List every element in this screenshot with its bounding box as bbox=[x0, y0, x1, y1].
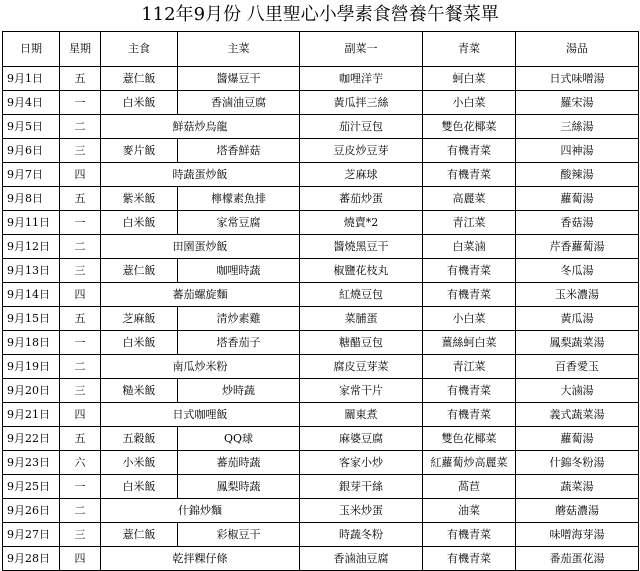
main-dish-cell: 香滷油豆腐 bbox=[178, 91, 300, 115]
header-vegetable: 青菜 bbox=[423, 32, 516, 67]
vegetable-cell: 薑絲蚵白菜 bbox=[423, 331, 516, 355]
table-row bbox=[3, 475, 639, 499]
vegetable-cell: 青江菜 bbox=[423, 211, 516, 235]
side-dish-cell: 麻婆豆腐 bbox=[300, 427, 423, 451]
side-dish-cell: 燒賣*2 bbox=[300, 211, 423, 235]
soup-cell: 蘿蔔湯 bbox=[516, 187, 639, 211]
staple-cell: 白米飯 bbox=[101, 331, 178, 355]
main-dish-cell: 塔香茄子 bbox=[178, 331, 300, 355]
date-cell: 9月28日 bbox=[3, 547, 60, 571]
combined-meal-cell: 田園蛋炒飯 bbox=[101, 235, 300, 259]
header-weekday: 星期 bbox=[60, 32, 101, 67]
vegetable-cell: 有機青菜 bbox=[423, 283, 516, 307]
header-staple: 主食 bbox=[101, 32, 178, 67]
table-row bbox=[3, 427, 639, 451]
table-row bbox=[3, 115, 639, 139]
vegetable-cell: 青江菜 bbox=[423, 355, 516, 379]
table-row bbox=[3, 211, 639, 235]
date-cell: 9月20日 bbox=[3, 379, 60, 403]
table-row bbox=[3, 547, 639, 571]
date-cell: 9月1日 bbox=[3, 67, 60, 91]
main-dish-cell: 醬爆豆干 bbox=[178, 67, 300, 91]
weekday-cell: 五 bbox=[60, 307, 101, 331]
soup-cell: 三絲湯 bbox=[516, 115, 639, 139]
main-dish-cell: QQ球 bbox=[178, 427, 300, 451]
soup-cell: 蔬菜湯 bbox=[516, 475, 639, 499]
side-dish-cell: 紅燒豆包 bbox=[300, 283, 423, 307]
side-dish-cell: 玉米炒蛋 bbox=[300, 499, 423, 523]
combined-meal-cell: 時蔬蛋炒飯 bbox=[101, 163, 300, 187]
combined-meal-cell: 乾拌粿仔條 bbox=[101, 547, 300, 571]
weekday-cell: 三 bbox=[60, 379, 101, 403]
date-cell: 9月21日 bbox=[3, 403, 60, 427]
date-cell: 9月18日 bbox=[3, 331, 60, 355]
side-dish-cell: 豆皮炒豆芽 bbox=[300, 139, 423, 163]
weekday-cell: 五 bbox=[60, 187, 101, 211]
weekday-cell: 一 bbox=[60, 331, 101, 355]
date-cell: 9月25日 bbox=[3, 475, 60, 499]
date-cell: 9月4日 bbox=[3, 91, 60, 115]
weekday-cell: 二 bbox=[60, 499, 101, 523]
weekday-cell: 四 bbox=[60, 283, 101, 307]
main-dish-cell: 清炒素雞 bbox=[178, 307, 300, 331]
staple-cell: 薏仁飯 bbox=[101, 259, 178, 283]
staple-cell: 糙米飯 bbox=[101, 379, 178, 403]
vegetable-cell: 小白菜 bbox=[423, 91, 516, 115]
main-dish-cell: 彩椒豆干 bbox=[178, 523, 300, 547]
soup-cell: 芹香蘿蔔湯 bbox=[516, 235, 639, 259]
combined-meal-cell: 日式咖哩飯 bbox=[101, 403, 300, 427]
soup-cell: 味噌海芽湯 bbox=[516, 523, 639, 547]
main-dish-cell: 蕃茄時蔬 bbox=[178, 451, 300, 475]
date-cell: 9月6日 bbox=[3, 139, 60, 163]
staple-cell: 芝麻飯 bbox=[101, 307, 178, 331]
table-row bbox=[3, 355, 639, 379]
vegetable-cell: 白菜滷 bbox=[423, 235, 516, 259]
menu-title: 112年9月份 八里聖心小學素食營養午餐菜單 bbox=[141, 4, 499, 25]
weekday-cell: 一 bbox=[60, 91, 101, 115]
vegetable-cell: 雙色花椰菜 bbox=[423, 427, 516, 451]
vegetable-cell: 有機青菜 bbox=[423, 163, 516, 187]
side-dish-cell: 香滷油豆腐 bbox=[300, 547, 423, 571]
weekday-cell: 四 bbox=[60, 403, 101, 427]
weekday-cell: 三 bbox=[60, 139, 101, 163]
table-row bbox=[3, 91, 639, 115]
table-row bbox=[3, 163, 639, 187]
vegetable-cell: 有機青菜 bbox=[423, 139, 516, 163]
table-row bbox=[3, 187, 639, 211]
header-soup: 湯品 bbox=[516, 32, 639, 67]
date-cell: 9月8日 bbox=[3, 187, 60, 211]
vegetable-cell: 有機青菜 bbox=[423, 523, 516, 547]
weekday-cell: 三 bbox=[60, 259, 101, 283]
vegetable-cell: 紅蘿蔔炒高麗菜 bbox=[423, 451, 516, 475]
date-cell: 9月26日 bbox=[3, 499, 60, 523]
main-dish-cell: 咖哩時蔬 bbox=[178, 259, 300, 283]
table-row bbox=[3, 499, 639, 523]
weekday-cell: 三 bbox=[60, 523, 101, 547]
main-dish-cell: 炒時蔬 bbox=[178, 379, 300, 403]
vegetable-cell: 萵苣 bbox=[423, 475, 516, 499]
weekday-cell: 二 bbox=[60, 235, 101, 259]
staple-cell: 白米飯 bbox=[101, 211, 178, 235]
side-dish-cell: 椒鹽花枝丸 bbox=[300, 259, 423, 283]
combined-meal-cell: 蕃茄螺旋麵 bbox=[101, 283, 300, 307]
staple-cell: 薏仁飯 bbox=[101, 67, 178, 91]
vegetable-cell: 有機青菜 bbox=[423, 403, 516, 427]
combined-meal-cell: 鮮菇炒烏龍 bbox=[101, 115, 300, 139]
vegetable-cell: 有機青菜 bbox=[423, 259, 516, 283]
table-row bbox=[3, 283, 639, 307]
table-row bbox=[3, 379, 639, 403]
soup-cell: 冬瓜湯 bbox=[516, 259, 639, 283]
side-dish-cell: 關東煮 bbox=[300, 403, 423, 427]
date-cell: 9月14日 bbox=[3, 283, 60, 307]
soup-cell: 黃瓜湯 bbox=[516, 307, 639, 331]
vegetable-cell: 有機青菜 bbox=[423, 379, 516, 403]
staple-cell: 五穀飯 bbox=[101, 427, 178, 451]
table-row bbox=[3, 67, 639, 91]
side-dish-cell: 黃瓜拌三絲 bbox=[300, 91, 423, 115]
combined-meal-cell: 南瓜炒米粉 bbox=[101, 355, 300, 379]
weekday-cell: 二 bbox=[60, 115, 101, 139]
weekday-cell: 六 bbox=[60, 451, 101, 475]
vegetable-cell: 高麗菜 bbox=[423, 187, 516, 211]
staple-cell: 小米飯 bbox=[101, 451, 178, 475]
weekday-cell: 二 bbox=[60, 355, 101, 379]
staple-cell: 薏仁飯 bbox=[101, 523, 178, 547]
menu-body bbox=[3, 67, 639, 571]
soup-cell: 番茄蛋花湯 bbox=[516, 547, 639, 571]
main-dish-cell: 鳳梨時蔬 bbox=[178, 475, 300, 499]
weekday-cell: 四 bbox=[60, 547, 101, 571]
header-row bbox=[3, 32, 639, 67]
date-cell: 9月13日 bbox=[3, 259, 60, 283]
table-row bbox=[3, 403, 639, 427]
side-dish-cell: 客家小炒 bbox=[300, 451, 423, 475]
soup-cell: 玉米濃湯 bbox=[516, 283, 639, 307]
combined-meal-cell: 什錦炒麵 bbox=[101, 499, 300, 523]
side-dish-cell: 芝麻球 bbox=[300, 163, 423, 187]
weekday-cell: 五 bbox=[60, 67, 101, 91]
weekday-cell: 一 bbox=[60, 475, 101, 499]
vegetable-cell: 蚵白菜 bbox=[423, 67, 516, 91]
side-dish-cell: 糖醋豆包 bbox=[300, 331, 423, 355]
date-cell: 9月22日 bbox=[3, 427, 60, 451]
vegetable-cell: 油菜 bbox=[423, 499, 516, 523]
vegetable-cell: 小白菜 bbox=[423, 307, 516, 331]
soup-cell: 百香愛玉 bbox=[516, 355, 639, 379]
soup-cell: 蘑菇濃湯 bbox=[516, 499, 639, 523]
soup-cell: 四神湯 bbox=[516, 139, 639, 163]
date-cell: 9月15日 bbox=[3, 307, 60, 331]
main-dish-cell: 檸檬素魚排 bbox=[178, 187, 300, 211]
staple-cell: 白米飯 bbox=[101, 91, 178, 115]
vegetable-cell: 雙色花椰菜 bbox=[423, 115, 516, 139]
weekday-cell: 一 bbox=[60, 211, 101, 235]
table-row bbox=[3, 451, 639, 475]
side-dish-cell: 銀芽干絲 bbox=[300, 475, 423, 499]
soup-cell: 酸辣湯 bbox=[516, 163, 639, 187]
date-cell: 9月19日 bbox=[3, 355, 60, 379]
side-dish-cell: 家常干片 bbox=[300, 379, 423, 403]
side-dish-cell: 醬燒黑豆干 bbox=[300, 235, 423, 259]
header-side-dish: 副菜一 bbox=[300, 32, 423, 67]
weekday-cell: 四 bbox=[60, 163, 101, 187]
table-row bbox=[3, 331, 639, 355]
soup-cell: 香菇湯 bbox=[516, 211, 639, 235]
staple-cell: 紫米飯 bbox=[101, 187, 178, 211]
soup-cell: 蘿蔔湯 bbox=[516, 427, 639, 451]
table-row bbox=[3, 139, 639, 163]
soup-cell: 大滷湯 bbox=[516, 379, 639, 403]
date-cell: 9月11日 bbox=[3, 211, 60, 235]
side-dish-cell: 腐皮豆芽菜 bbox=[300, 355, 423, 379]
side-dish-cell: 蕃茄炒蛋 bbox=[300, 187, 423, 211]
table-row bbox=[3, 259, 639, 283]
soup-cell: 鳳梨蔬菜湯 bbox=[516, 331, 639, 355]
main-dish-cell: 家常豆腐 bbox=[178, 211, 300, 235]
weekday-cell: 五 bbox=[60, 427, 101, 451]
soup-cell: 義式蔬菜湯 bbox=[516, 403, 639, 427]
soup-cell: 日式味噌湯 bbox=[516, 67, 639, 91]
table-row bbox=[3, 307, 639, 331]
date-cell: 9月23日 bbox=[3, 451, 60, 475]
staple-cell: 白米飯 bbox=[101, 475, 178, 499]
side-dish-cell: 時蔬冬粉 bbox=[300, 523, 423, 547]
vegetable-cell: 有機青菜 bbox=[423, 547, 516, 571]
date-cell: 9月27日 bbox=[3, 523, 60, 547]
side-dish-cell: 菜脯蛋 bbox=[300, 307, 423, 331]
soup-cell: 羅宋湯 bbox=[516, 91, 639, 115]
date-cell: 9月12日 bbox=[3, 235, 60, 259]
main-dish-cell: 塔香鮮菇 bbox=[178, 139, 300, 163]
date-cell: 9月7日 bbox=[3, 163, 60, 187]
staple-cell: 麥片飯 bbox=[101, 139, 178, 163]
side-dish-cell: 咖哩洋芋 bbox=[300, 67, 423, 91]
table-row bbox=[3, 523, 639, 547]
menu-table bbox=[2, 31, 639, 571]
soup-cell: 什錦冬粉湯 bbox=[516, 451, 639, 475]
date-cell: 9月5日 bbox=[3, 115, 60, 139]
header-date: 日期 bbox=[3, 32, 60, 67]
side-dish-cell: 茄汁豆包 bbox=[300, 115, 423, 139]
header-main-dish: 主菜 bbox=[178, 32, 300, 67]
table-row bbox=[3, 235, 639, 259]
